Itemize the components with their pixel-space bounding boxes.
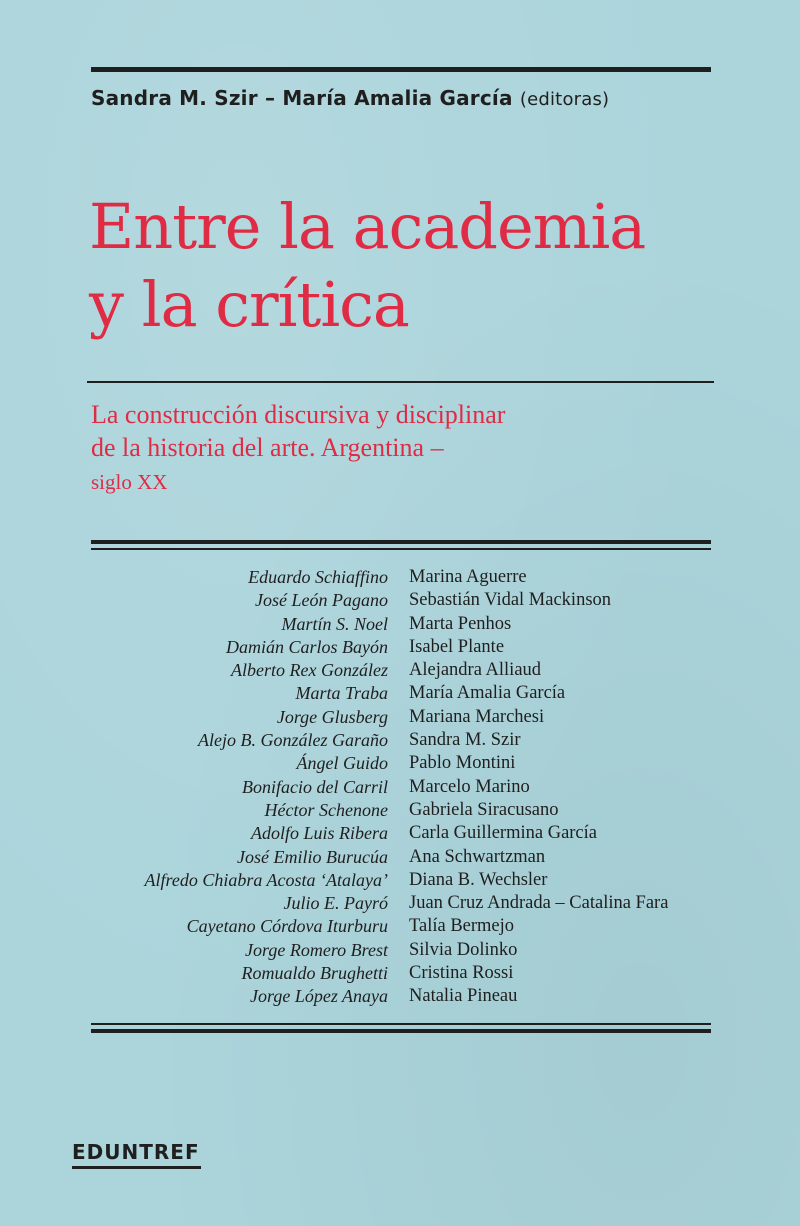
contributor-item: Ana Schwartzman — [409, 846, 546, 867]
contributor-item: Marta Penhos — [409, 613, 512, 634]
contributor-item: Mariana Marchesi — [409, 706, 545, 727]
subtitle-line-1: La construcción discursiva y disciplinar — [91, 400, 506, 429]
historic-author-item: José León Pagano — [255, 590, 388, 611]
historic-author-item: Alberto Rex González — [231, 660, 388, 681]
historic-author-item: Eduardo Schiaffino — [248, 567, 388, 587]
publisher-logo: EDUNTREF — [72, 1140, 200, 1164]
historic-author-item: Marta Traba — [295, 683, 388, 704]
historic-author-item: Jorge Romero Brest — [245, 939, 388, 960]
contributor-item: Sebastián Vidal Mackinson — [409, 590, 612, 611]
list-top-rule — [91, 540, 711, 550]
editors-line — [91, 86, 731, 110]
historic-author-item: Ángel Guido — [296, 753, 388, 774]
contributor-item: Alejandra Alliaud — [409, 660, 542, 681]
editor-names: Sandra M. Szir – María Amalia García — [91, 86, 513, 110]
contributor-item: María Amalia García — [409, 683, 566, 704]
historic-author-item: Jorge Glusberg — [276, 706, 388, 727]
book-subtitle — [91, 398, 731, 499]
title-line-1: Entre la academia — [89, 190, 646, 263]
contributor-item: Marcelo Marino — [409, 776, 530, 797]
contributor-item: Sandra M. Szir — [409, 730, 521, 751]
editor-role: (editoras) — [519, 89, 610, 110]
book-title — [89, 188, 749, 344]
top-rule — [91, 67, 711, 72]
historic-author-item: Jorge López Anaya — [250, 986, 388, 1007]
historic-authors-list — [145, 566, 388, 1009]
historic-author-item: Adolfo Luis Ribera — [250, 823, 388, 844]
historic-author-item: Romualdo Brughetti — [241, 963, 388, 984]
publisher-underline — [72, 1166, 201, 1169]
historic-author-item: Héctor Schenone — [264, 799, 388, 820]
contributor-item: Juan Cruz Andrada – Catalina Fara — [409, 893, 669, 914]
historic-author-item: Alejo B. González Garaño — [198, 730, 388, 751]
contributors-list — [409, 566, 668, 1009]
contributor-item: Carla Guillermina García — [409, 823, 597, 844]
contributor-item: Gabriela Siracusano — [409, 799, 559, 820]
subtitle-line-2 — [91, 431, 731, 499]
contributor-item: Talía Bermejo — [409, 916, 515, 937]
contributor-item: Silvia Dolinko — [409, 939, 518, 960]
historic-author-item: Cayetano Córdova Iturburu — [186, 916, 388, 937]
title-rule — [87, 381, 714, 383]
subtitle-century: siglo XX — [91, 470, 168, 494]
historic-author-item: Damián Carlos Bayón — [226, 636, 388, 657]
list-bottom-rule — [91, 1023, 711, 1033]
historic-author-item: José Emilio Burucúa — [237, 846, 388, 867]
historic-author-item: Alfredo Chiabra Acosta ‘Atalaya’ — [144, 869, 388, 890]
contributor-item: Cristina Rossi — [409, 963, 514, 984]
title-line-2: y la crítica — [89, 268, 409, 341]
contributor-item: Pablo Montini — [409, 753, 516, 774]
subtitle-line-2-main: de la historia del arte. Argentina – — [91, 433, 444, 462]
contributor-item: Marina Aguerre — [409, 567, 527, 587]
historic-author-item: Bonifacio del Carril — [242, 776, 388, 797]
contributor-item: Diana B. Wechsler — [409, 869, 548, 890]
contributor-item: Natalia Pineau — [409, 986, 518, 1007]
contributor-item: Isabel Plante — [409, 636, 505, 657]
historic-author-item: Julio E. Payró — [283, 893, 388, 914]
historic-author-item: Martín S. Noel — [281, 613, 388, 634]
